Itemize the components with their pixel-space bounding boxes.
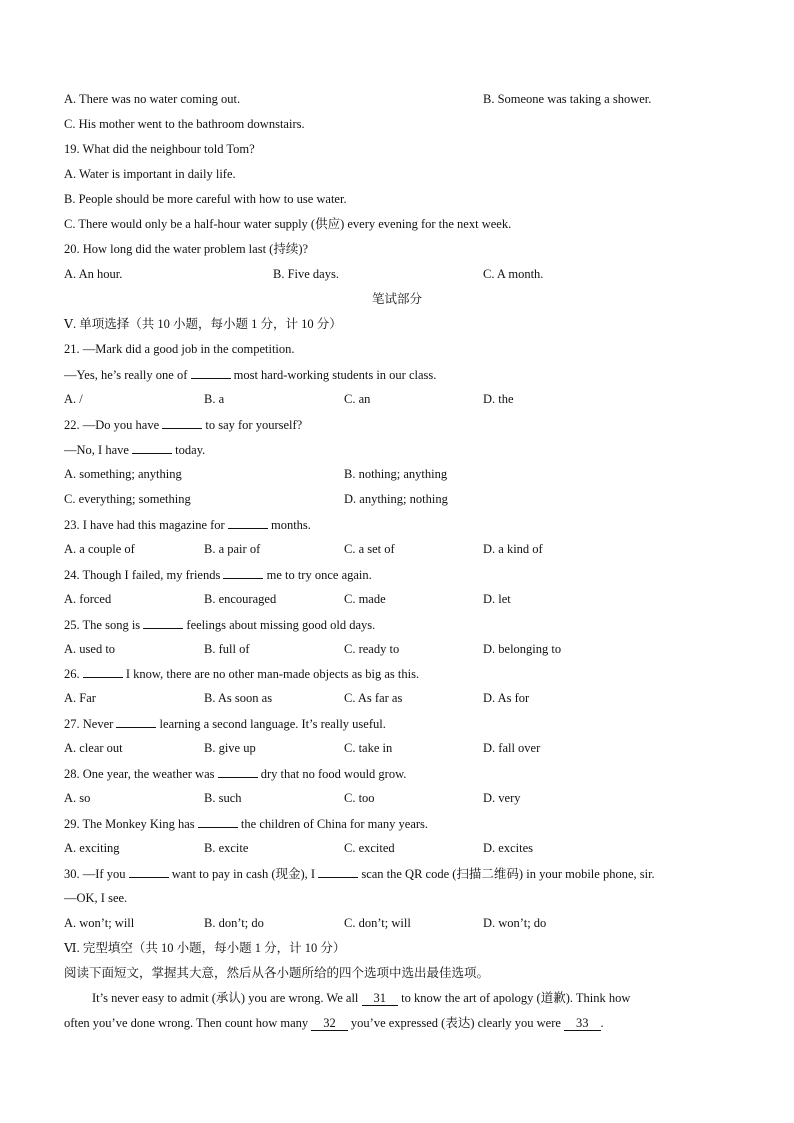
q30-text-c: scan the QR code (扫描二维码) in your mobile phone, sir. <box>361 867 655 881</box>
q26-blank <box>83 665 123 678</box>
q30-text-a: 30. —If you <box>64 867 126 881</box>
q25-option-d: D. belonging to <box>483 642 562 656</box>
q23-option-d: D. a kind of <box>483 542 543 556</box>
q27-blank <box>116 715 156 728</box>
q26-option-a: A. Far <box>64 691 96 705</box>
q22-line1 <box>64 416 302 433</box>
passage-text-2a: often you’ve done wrong. Then count how many <box>64 1016 309 1030</box>
q27-text-b: learning a second language. It’s really useful. <box>159 717 386 731</box>
q21-blank <box>191 366 231 379</box>
q28-option-a: A. so <box>64 791 91 805</box>
q20-option-c: C. A month. <box>483 267 544 281</box>
q19-stem: 19. What did the neighbour told Tom? <box>64 142 255 156</box>
q22-option-c: C. everything; something <box>64 492 191 506</box>
passage-blank-33: 33 <box>564 1016 601 1031</box>
q19-option-b: B. People should be more careful with how to use water. <box>64 192 347 206</box>
section6-instruction: 阅读下面短文，掌握其大意，然后从各小题所给的四个选项中选出最佳选项。 <box>64 966 490 980</box>
q26-text-a: 26. <box>64 667 80 681</box>
q23-blank <box>228 516 268 529</box>
q19-option-a: A. Water is important in daily life. <box>64 167 236 181</box>
q21-option-b: B. a <box>204 392 225 406</box>
q29-option-b: B. excite <box>204 841 249 855</box>
q29-option-c: C. excited <box>344 841 395 855</box>
passage-text-2b: you’ve expressed (表达) clearly you were <box>350 1016 561 1030</box>
q27-option-d: D. fall over <box>483 741 541 755</box>
q24-text-a: 24. Though I failed, my friends <box>64 568 221 582</box>
passage-line-1 <box>92 990 630 1006</box>
q24-text-b: me to try once again. <box>266 568 372 582</box>
written-section-title: 笔试部分 <box>371 292 422 306</box>
q20-option-b: B. Five days. <box>273 267 339 281</box>
passage-text-2c: . <box>600 1016 604 1030</box>
q27-stem <box>64 715 386 732</box>
q26-stem <box>64 665 419 682</box>
q21-text-a: —Yes, he’s really one of <box>64 368 188 382</box>
q25-option-b: B. full of <box>204 642 250 656</box>
q28-blank <box>218 765 258 778</box>
q21-option-a: A. / <box>64 392 83 406</box>
q27-text-a: 27. Never <box>64 717 114 731</box>
q22-blank-1 <box>162 416 202 429</box>
q18-option-a: A. There was no water coming out. <box>64 92 241 106</box>
q21-option-d: D. the <box>483 392 514 406</box>
q22-option-a: A. something; anything <box>64 467 182 481</box>
q29-blank <box>198 815 238 828</box>
q21-line2 <box>64 366 436 383</box>
q22-blank-2 <box>132 441 172 454</box>
q20-stem: 20. How long did the water problem last (持续)? <box>64 242 309 256</box>
q29-stem <box>64 815 428 832</box>
q27-option-b: B. give up <box>204 741 256 755</box>
q24-blank <box>223 566 263 579</box>
q22-text-a: 22. —Do you have <box>64 418 160 432</box>
q22-line2 <box>64 441 205 458</box>
q30-option-d: D. won’t; do <box>483 916 547 930</box>
q21-text-b: most hard-working students in our class. <box>233 368 437 382</box>
passage-blank-32: 32 <box>311 1016 348 1031</box>
q18-option-b: B. Someone was taking a shower. <box>483 92 652 106</box>
q25-text-b: feelings about missing good old days. <box>186 618 376 632</box>
q25-option-c: C. ready to <box>344 642 400 656</box>
q28-text-a: 28. One year, the weather was <box>64 767 215 781</box>
q24-option-b: B. encouraged <box>204 592 277 606</box>
passage-text-1a: It’s never easy to admit (承认) you are wrong. We all <box>92 991 359 1005</box>
q26-text-b: I know, there are no other man-made objects as big as this. <box>125 667 420 681</box>
q24-option-a: A. forced <box>64 592 112 606</box>
q29-option-d: D. excites <box>483 841 533 855</box>
q23-text-b: months. <box>270 518 311 532</box>
q26-option-d: D. As for <box>483 691 530 705</box>
q23-option-b: B. a pair of <box>204 542 261 556</box>
q29-text-b: the children of China for many years. <box>240 817 429 831</box>
q26-option-c: C. As far as <box>344 691 403 705</box>
q24-option-d: D. let <box>483 592 511 606</box>
q26-option-b: B. As soon as <box>204 691 273 705</box>
q30-line1 <box>64 865 655 882</box>
q30-option-c: C. don’t; will <box>344 916 411 930</box>
q23-text-a: 23. I have had this magazine for <box>64 518 225 532</box>
q25-blank <box>143 616 183 629</box>
q27-option-a: A. clear out <box>64 741 123 755</box>
q30-blank-2 <box>318 865 358 878</box>
q25-stem <box>64 616 375 633</box>
q28-option-d: D. very <box>483 791 521 805</box>
q23-stem <box>64 516 311 533</box>
section6-heading: Ⅵ. 完型填空（共 10 小题，每小题 1 分，计 10 分） <box>64 941 346 955</box>
passage-line-2 <box>64 1015 604 1031</box>
q25-option-a: A. used to <box>64 642 116 656</box>
q20-option-a: A. An hour. <box>64 267 123 281</box>
q23-option-c: C. a set of <box>344 542 395 556</box>
q22-option-b: B. nothing; anything <box>344 467 448 481</box>
q21-line1: 21. —Mark did a good job in the competition. <box>64 342 295 356</box>
q25-text-a: 25. The song is <box>64 618 141 632</box>
q22-text-b: to say for yourself? <box>205 418 303 432</box>
q28-option-c: C. too <box>344 791 375 805</box>
q28-text-b: dry that no food would grow. <box>260 767 407 781</box>
q18-option-c: C. His mother went to the bathroom downstairs. <box>64 117 305 131</box>
q30-line2: —OK, I see. <box>64 891 128 905</box>
q27-option-c: C. take in <box>344 741 393 755</box>
q21-option-c: C. an <box>344 392 371 406</box>
q30-option-a: A. won’t; will <box>64 916 135 930</box>
q24-option-c: C. made <box>344 592 386 606</box>
section5-heading: Ⅴ. 单项选择（共 10 小题，每小题 1 分，计 10 分） <box>64 317 342 331</box>
q29-option-a: A. exciting <box>64 841 120 855</box>
q22-text-d: today. <box>175 443 206 457</box>
q22-option-d: D. anything; nothing <box>344 492 448 506</box>
q30-blank-1 <box>129 865 169 878</box>
q30-text-b: want to pay in cash (现金), I <box>171 867 316 881</box>
q24-stem <box>64 566 372 583</box>
q28-stem <box>64 765 406 782</box>
q23-option-a: A. a couple of <box>64 542 135 556</box>
q22-text-c: —No, I have <box>64 443 129 457</box>
q30-option-b: B. don’t; do <box>204 916 264 930</box>
q19-option-c: C. There would only be a half-hour water supply (供应) every evening for the next week. <box>64 217 512 231</box>
q28-option-b: B. such <box>204 791 242 805</box>
passage-blank-31: 31 <box>362 991 399 1006</box>
q29-text-a: 29. The Monkey King has <box>64 817 195 831</box>
passage-text-1b: to know the art of apology (道歉). Think how <box>401 991 631 1005</box>
